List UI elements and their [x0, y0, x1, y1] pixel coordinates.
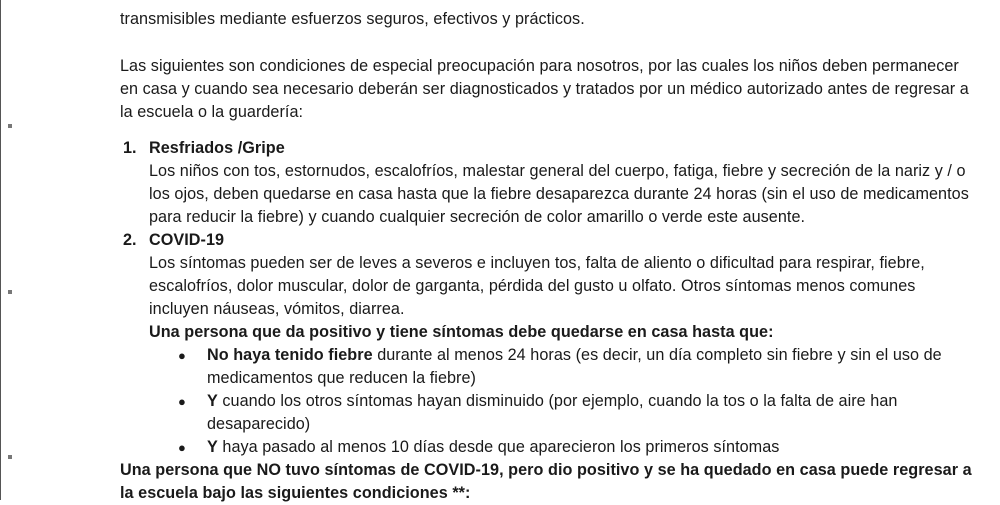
section-1-line-2: los ojos, deben quedarse en casa hasta que la fiebre desaparezca durante 24 horas (sin el uso de medicamentos: [149, 185, 969, 203]
scan-tick-mark: [8, 290, 12, 294]
intro-line-3: la escuela o la guardería:: [120, 103, 304, 121]
section-2-closing-line-2: la escuela bajo las siguientes condiciones **:: [120, 484, 471, 502]
bullet-1-line-2: medicamentos que reducen la fiebre): [207, 369, 476, 387]
section-1-title: Resfriados /Gripe: [149, 139, 285, 157]
section-2-subheading: Una persona que da positivo y tiene síntomas debe quedarse en casa hasta que:: [149, 323, 774, 341]
section-2-number: 2.: [123, 231, 137, 249]
section-2-line-1: Los síntomas pueden ser de leves a severos e incluyen tos, falta de aliento o dificultad para respirar, fiebre,: [149, 254, 925, 272]
scan-tick-mark: [8, 455, 12, 459]
bullet-dot-icon: ●: [178, 440, 186, 455]
bullet-3-line-1: Y haya pasado al menos 10 días desde que aparecieron los primeros síntomas: [207, 438, 780, 456]
bullet-dot-icon: ●: [178, 348, 186, 363]
intro-line-1: Las siguientes son condiciones de especial preocupación para nosotros, por las cuales los niños deben permanecer: [120, 57, 959, 75]
bullet-dot-icon: ●: [178, 394, 186, 409]
bullet-2-line-2: desaparecido): [207, 415, 311, 433]
scan-tick-mark: [8, 124, 12, 128]
section-1-line-1: Los niños con tos, estornudos, escalofríos, malestar general del cuerpo, fatiga, fiebre y secreción de la nariz y / o: [149, 162, 966, 180]
bullet-2-line-1: Y cuando los otros síntomas hayan disminuido (por ejemplo, cuando la tos o la falta de aire han: [207, 392, 898, 410]
intro-line-2: en casa y cuando sea necesario deberán ser diagnosticados y tratados por un médico autorizado antes de regresar a: [120, 80, 969, 98]
section-1-line-3: para reducir la fiebre) y cuando cualquier secreción de color amarillo o verde este ausente.: [149, 208, 806, 226]
section-2-line-2: escalofríos, dolor muscular, dolor de garganta, pérdida del gusto u olfato. Otros síntomas menos comunes: [149, 277, 916, 295]
header-partial-line: transmisibles mediante esfuerzos seguros, efectivos y prácticos.: [120, 10, 585, 28]
scan-edge: [0, 0, 1, 500]
section-1-number: 1.: [123, 139, 137, 157]
bullet-1-line-1: No haya tenido fiebre durante al menos 24 horas (es decir, un día completo sin fiebre y sin el uso de: [207, 346, 942, 364]
section-2-title: COVID-19: [149, 231, 225, 249]
section-2-closing-line-1: Una persona que NO tuvo síntomas de COVID-19, pero dio positivo y se ha quedado en casa puede regresar a: [120, 461, 972, 479]
section-2-line-3: incluyen náuseas, vómitos, diarrea.: [149, 300, 405, 318]
